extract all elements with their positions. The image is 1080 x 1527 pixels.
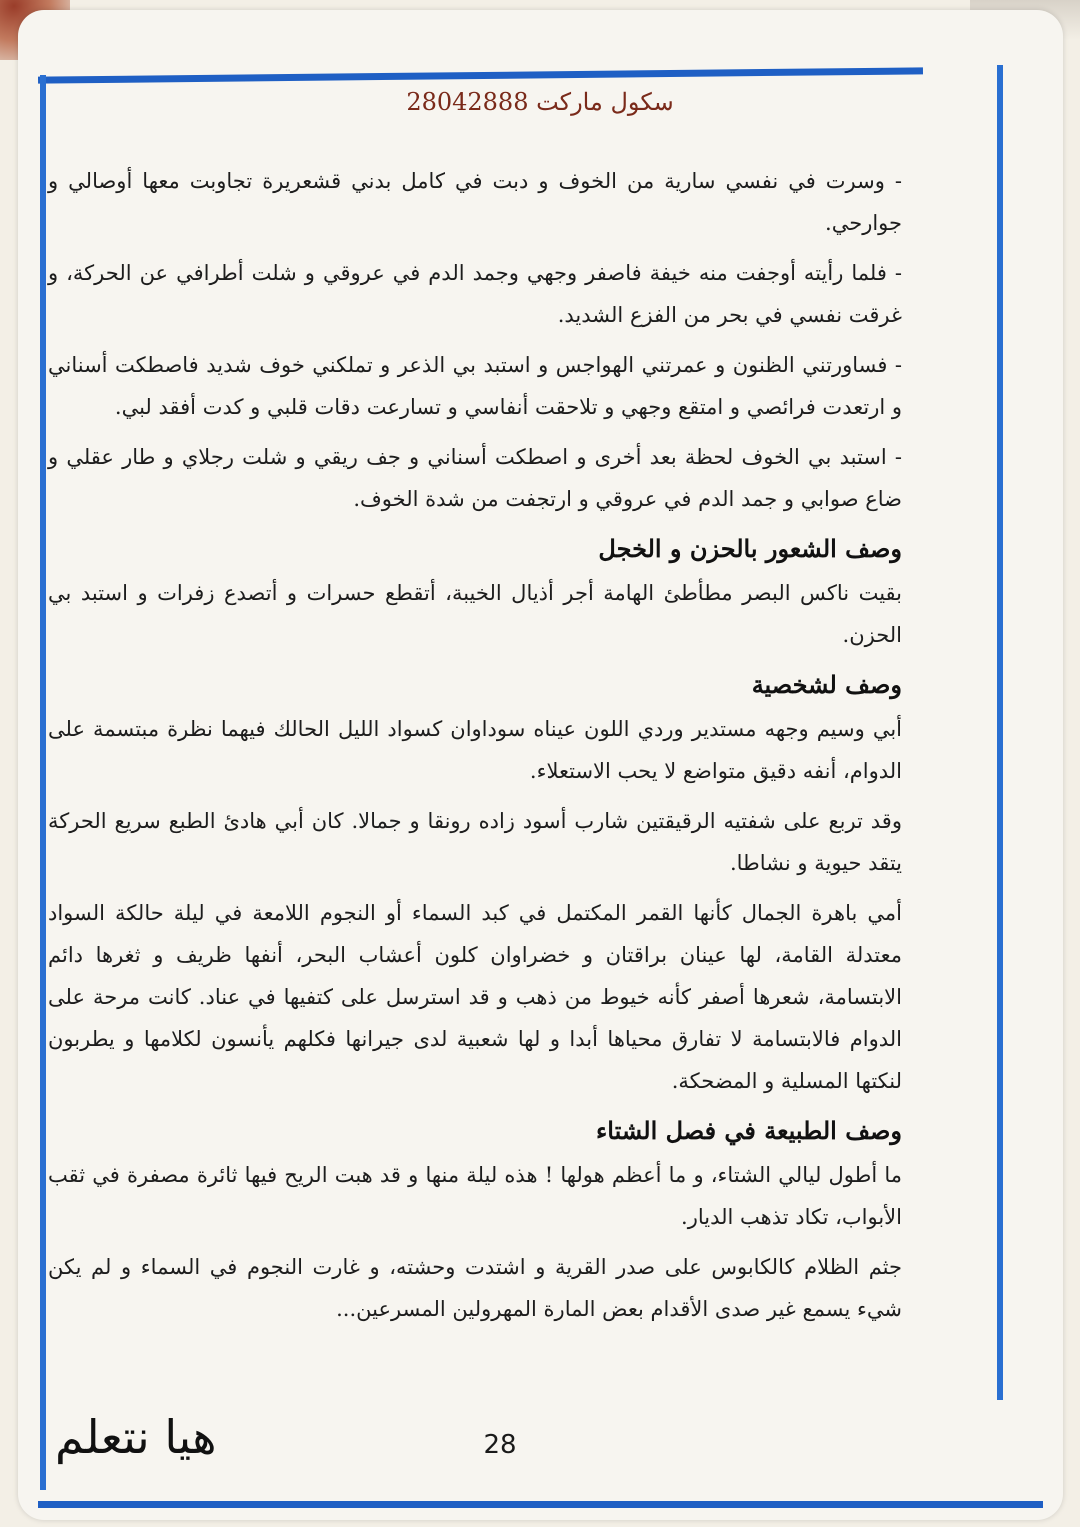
paragraph: جثم الظلام كالكابوس على صدر القرية و اشتدت وحشته، و غارت النجوم في السماء و لم يكن شيء يسمع غير صدى الأقدام بعض المارة المهرولين المسرعين...: [48, 1255, 902, 1321]
paragraph: ما أطول ليالي الشتاء، و ما أعظم هولها ! هذه ليلة منها و قد هبت الريح فيها ثائرة مصفرة في ثقب الأبواب، تكاد تذهب الديار.: [48, 1163, 902, 1229]
brand-logo-text: هيا نتعلم: [55, 1410, 217, 1464]
paragraph: أبي وسيم وجهه مستدير وردي اللون عيناه سوداوان كسواد الليل الحالك فيهما نظرة مبتسمة على الدوام، أنفه دقيق متواضع لا يحب الاستعلاء.: [48, 717, 902, 783]
frame-right-border: [997, 65, 1003, 1400]
frame-top-border: [38, 67, 923, 83]
paragraph: وقد تربع على شفتيه الرقيقتين شارب أسود زاده رونقا و جمالا. كان أبي هادئ الطبع سريع الحركة يتقد حيوية و نشاطا.: [48, 809, 902, 875]
frame-left-border: [40, 75, 46, 1490]
paragraph: - فلما رأيته أوجفت منه خيفة فاصفر وجهي وجمد الدم في عروقي و شلت أطرافي عن الحركة، و غرقت نفسي في بحر من الفزع الشديد.: [48, 261, 902, 327]
paragraph: أمي باهرة الجمال كأنها القمر المكتمل في كبد السماء أو النجوم اللامعة في ليلة حالكة السواد معتدلة القامة، لها عينان براقتان و خضراوان كلون أعشاب البحر، أنفها ظريف و ثغرها دائم الابتسامة، شعرها أصفر كأنه خيوط من ذهب و قد استرسل على كتفيها في عناد. كانت مرحة على الدوام فالابتسامة لا تفارق محياها أبدا و لها شعبية لدى جيرانها فكلهم يأنسون لكلامها و يطربون لنكتها المسلية و المضحكة.: [48, 901, 902, 1093]
paragraph: - فساورتني الظنون و عمرتني الهواجس و استبد بي الذعر و تملكني خوف شديد فاصطكت أسناني و ارتعدت فرائصي و امتقع وجهي و تلاحقت أنفاسي و تسارعت دقات قلبي و كدت أفقد لبي.: [48, 353, 902, 419]
page-number: 28: [483, 1430, 517, 1460]
paragraph: - استبد بي الخوف لحظة بعد أخرى و اصطكت أسناني و جف ريقي و شلت رجلاي و طار عقلي و ضاع صوابي و جمد الدم في عروقي و ارتجفت من شدة الخوف.: [48, 445, 902, 511]
paragraph: - وسرت في نفسي سارية من الخوف و دبت في كامل بدني قشعريرة تجاوبت معها أوصالي و جوارحي.: [48, 169, 902, 235]
section-heading: وصف الطبيعة في فصل الشتاء: [596, 1116, 902, 1145]
paragraph: بقيت ناكس البصر مطأطئ الهامة أجر أذيال الخيبة، أتقطع حسرات و أتصدع زفرات و استبد بي الحزن.: [48, 581, 902, 647]
document-body: [48, 160, 902, 1338]
page-header: سكول ماركت 28042888: [406, 88, 674, 116]
section-heading: وصف الشعور بالحزن و الخجل: [598, 534, 902, 563]
frame-bottom-border: [38, 1501, 1043, 1508]
section-heading: وصف لشخصية: [751, 670, 902, 699]
